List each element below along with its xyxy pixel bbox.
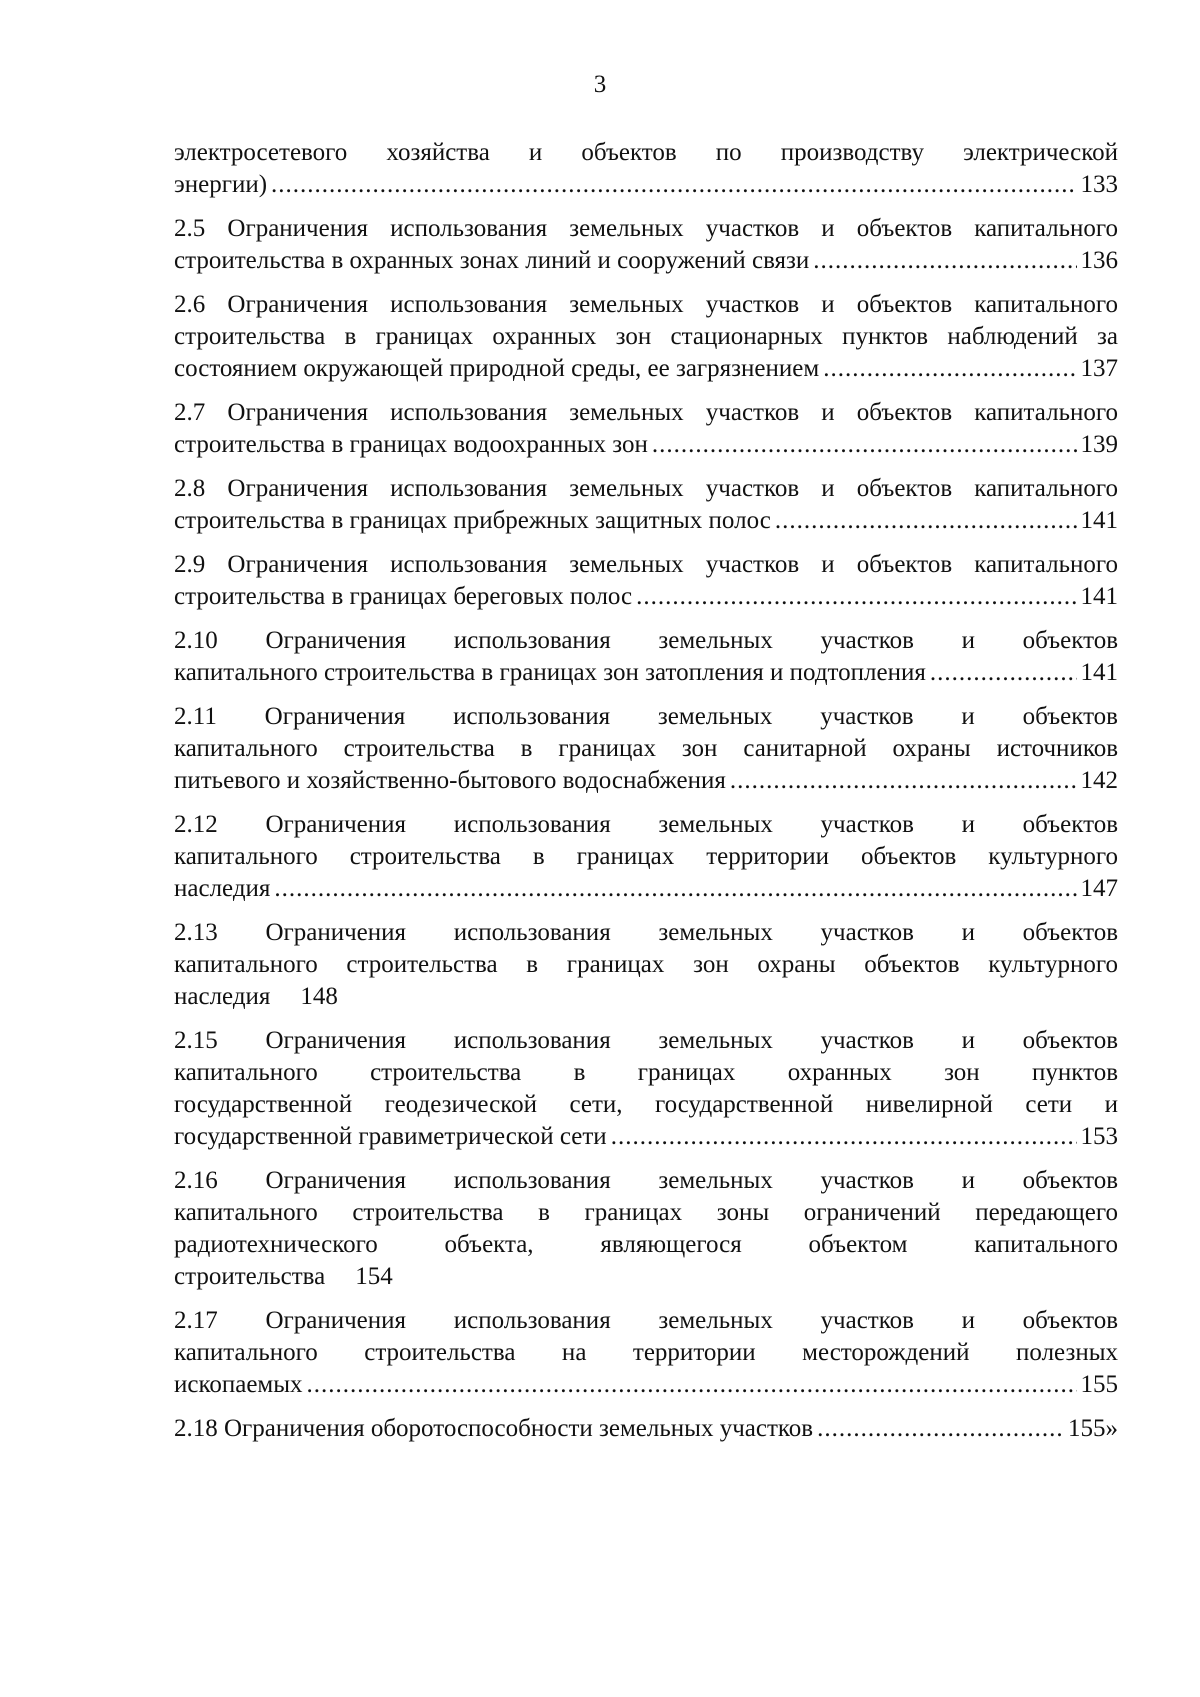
toc-entry-line: капитального строительства в границах зон охраны объектов культурного xyxy=(174,951,1118,978)
toc-entry-last-line xyxy=(174,429,1118,461)
toc-entry-line: 2.13 Ограничения использования земельных участков и объектов xyxy=(174,919,1118,946)
toc-entry-line: капитального строительства в границах зоны ограничений передающего xyxy=(174,1199,1118,1226)
dot-leader xyxy=(730,765,1077,797)
toc-entry-last-line xyxy=(174,765,1118,797)
toc-entry-title: ископаемых xyxy=(174,1371,303,1398)
toc-entry-line: электросетевого хозяйства и объектов по производству электрической xyxy=(174,139,1118,166)
dot-leader xyxy=(930,657,1077,689)
toc-entry-last-line xyxy=(174,1261,1118,1293)
toc-entry-last-line xyxy=(174,581,1118,613)
toc-entry-line: 2.9 Ограничения использования земельных участков и объектов капитального xyxy=(174,551,1118,578)
toc-page-number: 141 xyxy=(1080,583,1118,610)
toc-entry-last-line xyxy=(174,657,1118,689)
toc-entry-line: 2.7 Ограничения использования земельных участков и объектов капитального xyxy=(174,399,1118,426)
toc-entry xyxy=(174,701,1118,797)
toc-entry-line: 2.16 Ограничения использования земельных участков и объектов xyxy=(174,1167,1118,1194)
toc-entry-line: капитального строительства в границах зон санитарной охраны источников xyxy=(174,735,1118,762)
toc-page-number: 153 xyxy=(1080,1123,1118,1150)
toc-entry xyxy=(174,917,1118,1013)
toc-entry-line: 2.8 Ограничения использования земельных участков и объектов капитального xyxy=(174,475,1118,502)
toc-entry-last-line xyxy=(174,245,1118,277)
toc-entry-line: капитального строительства в границах территории объектов культурного xyxy=(174,843,1118,870)
table-of-contents xyxy=(174,137,1118,1457)
toc-entry xyxy=(174,473,1118,537)
dot-leader xyxy=(274,873,1076,905)
toc-entry xyxy=(174,1025,1118,1153)
toc-entry-line: радиотехнического объекта, являющегося объектом капитального xyxy=(174,1231,1118,1258)
toc-page-number: 133 xyxy=(1080,171,1118,198)
toc-entry-line: 2.12 Ограничения использования земельных участков и объектов xyxy=(174,811,1118,838)
dot-leader xyxy=(271,169,1076,201)
toc-entry-line: капитального строительства на территории месторождений полезных xyxy=(174,1339,1118,1366)
toc-entry-title: 2.18 Ограничения оборотоспособности земельных участков xyxy=(174,1415,814,1442)
toc-entry-title: строительства в границах береговых полос xyxy=(174,583,633,610)
toc-entry-line: государственной геодезической сети, государственной нивелирной сети и xyxy=(174,1091,1118,1118)
toc-page-number: 136 xyxy=(1080,247,1118,274)
toc-entry-title: наследия xyxy=(174,983,271,1010)
toc-page-number: 141 xyxy=(1080,507,1118,534)
toc-page-number: 141 xyxy=(1080,659,1118,686)
toc-entry-last-line xyxy=(174,353,1118,385)
toc-entry-last-line xyxy=(174,981,1118,1013)
toc-entry-last-line xyxy=(174,1121,1118,1153)
toc-entry-line: 2.17 Ограничения использования земельных участков и объектов xyxy=(174,1307,1118,1334)
toc-entry-line: капитального строительства в границах охранных зон пунктов xyxy=(174,1059,1118,1086)
toc-entry xyxy=(174,289,1118,385)
toc-entry-title: строительства xyxy=(174,1263,326,1290)
toc-entry xyxy=(174,1305,1118,1401)
toc-page-number: 155 xyxy=(1080,1371,1118,1398)
toc-entry-title: строительства в охранных зонах линий и сооружений связи xyxy=(174,247,810,274)
toc-entry-title: питьевого и хозяйственно-бытового водоснабжения xyxy=(174,767,726,794)
toc-page-number: 155» xyxy=(1068,1415,1118,1442)
toc-entry-last-line xyxy=(174,873,1118,905)
toc-entry-line: 2.15 Ограничения использования земельных участков и объектов xyxy=(174,1027,1118,1054)
page-number: 3 xyxy=(593,71,607,98)
toc-entry-line: 2.10 Ограничения использования земельных участков и объектов xyxy=(174,627,1118,654)
toc-entry-last-line xyxy=(174,169,1118,201)
toc-entry-line: 2.6 Ограничения использования земельных участков и объектов капитального xyxy=(174,291,1118,318)
toc-page-number: 137 xyxy=(1080,355,1118,382)
toc-entry-title: состоянием окружающей природной среды, ее загрязнением xyxy=(174,355,820,382)
toc-entry-last-line xyxy=(174,1369,1118,1401)
toc-page-number: 139 xyxy=(1080,431,1118,458)
toc-entry-title: капитального строительства в границах зон затопления и подтопления xyxy=(174,659,926,686)
dot-leader xyxy=(636,581,1076,613)
dot-leader xyxy=(775,505,1077,537)
toc-page-number: 154 xyxy=(355,1263,393,1290)
toc-entry-line: строительства в границах охранных зон стационарных пунктов наблюдений за xyxy=(174,323,1118,350)
toc-entry-title: строительства в границах водоохранных зон xyxy=(174,431,648,458)
toc-page-number: 147 xyxy=(1080,875,1118,902)
toc-entry-title: энергии) xyxy=(174,171,268,198)
toc-entry-title: строительства в границах прибрежных защитных полос xyxy=(174,507,771,534)
toc-entry xyxy=(174,549,1118,613)
toc-entry xyxy=(174,137,1118,201)
dot-leader xyxy=(817,1413,1064,1445)
toc-entry-last-line xyxy=(174,1413,1118,1445)
toc-entry xyxy=(174,809,1118,905)
toc-entry-line: 2.5 Ограничения использования земельных участков и объектов капитального xyxy=(174,215,1118,242)
dot-leader xyxy=(823,353,1076,385)
toc-entry-last-line xyxy=(174,505,1118,537)
toc-entry-title: государственной гравиметрической сети xyxy=(174,1123,607,1150)
dot-leader xyxy=(611,1121,1077,1153)
toc-entry xyxy=(174,1165,1118,1293)
dot-leader xyxy=(652,429,1077,461)
toc-entry-title: наследия xyxy=(174,875,271,902)
toc-entry xyxy=(174,625,1118,689)
toc-page-number: 142 xyxy=(1080,767,1118,794)
toc-page-number: 148 xyxy=(300,983,338,1010)
toc-entry xyxy=(174,1413,1118,1445)
toc-entry xyxy=(174,397,1118,461)
toc-entry xyxy=(174,213,1118,277)
dot-leader xyxy=(307,1369,1077,1401)
dot-leader xyxy=(813,245,1076,277)
toc-entry-line: 2.11 Ограничения использования земельных участков и объектов xyxy=(174,703,1118,730)
